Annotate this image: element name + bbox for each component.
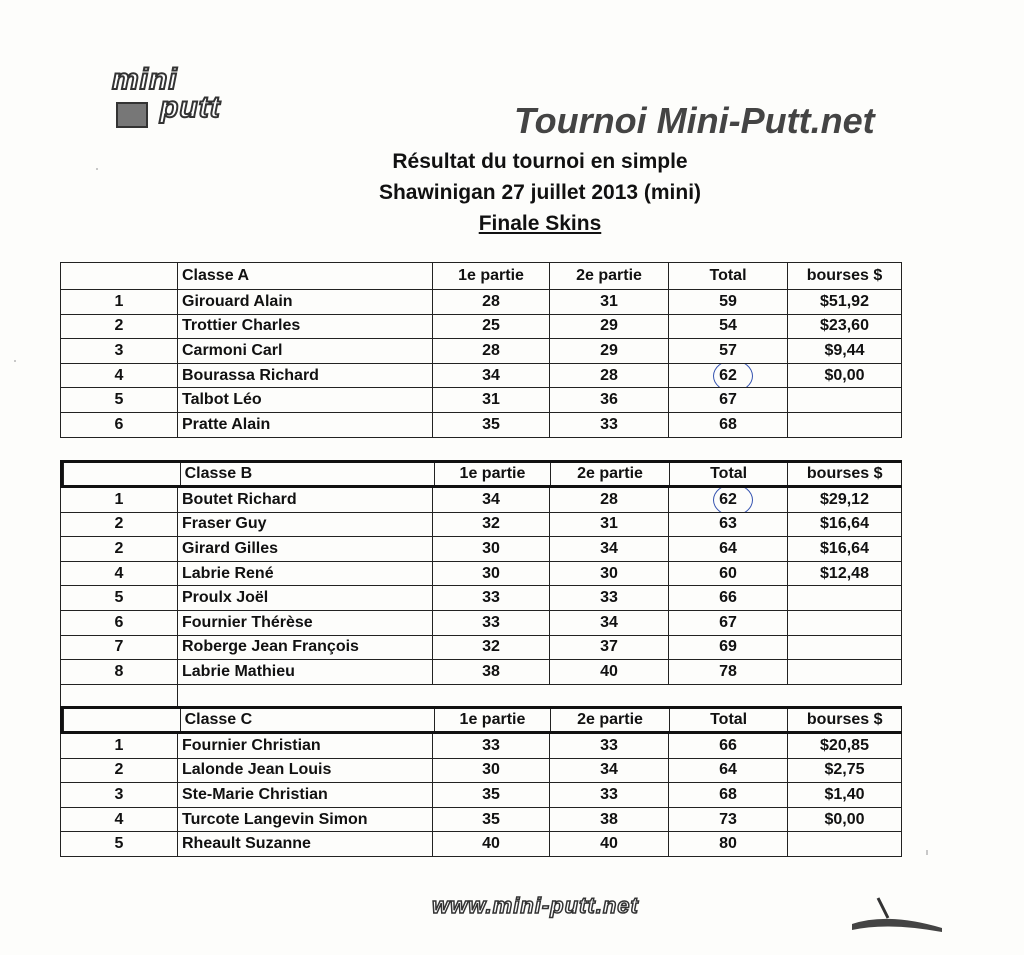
p1-cell: 30 <box>432 537 549 561</box>
p1-cell: 35 <box>432 783 549 807</box>
total-header: Total <box>669 463 788 485</box>
p1-cell: 25 <box>432 315 549 339</box>
p2-cell: 37 <box>549 636 668 660</box>
bourse-cell: $2,75 <box>787 759 902 783</box>
total-cell: 60 <box>668 562 787 586</box>
rank-cell: 5 <box>60 832 177 856</box>
rank-cell: 6 <box>60 611 177 635</box>
total-cell: 67 <box>668 611 787 635</box>
bourse-cell <box>787 586 902 610</box>
rank-cell: 1 <box>60 734 177 758</box>
total-cell: 69 <box>668 636 787 660</box>
table-row <box>60 832 902 857</box>
total-cell: 57 <box>668 339 787 363</box>
p1-cell: 34 <box>432 488 549 512</box>
p2-cell: 28 <box>549 488 668 512</box>
rank-cell: 2 <box>60 537 177 561</box>
table-row <box>60 315 902 340</box>
bourse-cell: $20,85 <box>787 734 902 758</box>
table-row <box>60 364 902 389</box>
player-name-cell: Pratte Alain <box>177 413 432 437</box>
total-cell: 80 <box>668 832 787 856</box>
bourses-header: bourses $ <box>787 263 902 289</box>
player-name-cell: Girouard Alain <box>177 290 432 314</box>
bourse-cell <box>787 388 902 412</box>
p1-cell: 35 <box>432 808 549 832</box>
p2-header: 2e partie <box>550 709 669 731</box>
p2-cell: 30 <box>549 562 668 586</box>
player-name-cell: Bourassa Richard <box>177 364 432 388</box>
total-cell: 64 <box>668 537 787 561</box>
table-row <box>60 388 902 413</box>
bourse-cell <box>787 832 902 856</box>
p1-header: 1e partie <box>432 263 549 289</box>
p2-cell: 34 <box>549 611 668 635</box>
table-header-row <box>60 460 902 488</box>
total-cell: 73 <box>668 808 787 832</box>
p2-cell: 28 <box>549 364 668 388</box>
p2-cell: 40 <box>549 832 668 856</box>
p1-header: 1e partie <box>434 709 551 731</box>
p1-cell: 30 <box>432 562 549 586</box>
rank-cell: 4 <box>60 562 177 586</box>
table-row <box>60 562 902 587</box>
total-header: Total <box>669 709 788 731</box>
spacer-cell <box>177 685 902 707</box>
total-cell: 59 <box>668 290 787 314</box>
mini-putt-logo <box>112 63 284 128</box>
p1-cell: 28 <box>432 339 549 363</box>
bourse-cell <box>787 413 902 437</box>
logo-line-2: putt <box>160 91 221 124</box>
player-name-cell: Roberge Jean François <box>177 636 432 660</box>
bourse-cell: $12,48 <box>787 562 902 586</box>
spacer-cell <box>60 685 177 707</box>
rank-cell: 2 <box>60 513 177 537</box>
bourse-cell <box>787 660 902 684</box>
player-name-cell: Labrie René <box>177 562 432 586</box>
table-row <box>60 636 902 661</box>
scan-speck <box>96 168 98 170</box>
rank-header <box>63 709 180 731</box>
p2-header: 2e partie <box>549 263 668 289</box>
p2-cell: 34 <box>549 537 668 561</box>
table-row <box>60 808 902 833</box>
bourse-cell: $16,64 <box>787 513 902 537</box>
p1-cell: 31 <box>432 388 549 412</box>
bourse-cell: $9,44 <box>787 339 902 363</box>
results-table-classe-c <box>60 706 902 857</box>
table-header-row <box>60 262 902 290</box>
table-row <box>60 537 902 562</box>
player-name-cell: Turcote Langevin Simon <box>177 808 432 832</box>
player-name-cell: Proulx Joël <box>177 586 432 610</box>
player-name-cell: Girard Gilles <box>177 537 432 561</box>
p1-cell: 32 <box>432 513 549 537</box>
total-cell: 66 <box>668 586 787 610</box>
p2-cell: 33 <box>549 734 668 758</box>
document-title: Résultat du tournoi en simple <box>392 150 688 173</box>
player-name-cell: Ste-Marie Christian <box>177 783 432 807</box>
player-name-cell: Trottier Charles <box>177 315 432 339</box>
table-row <box>60 660 902 685</box>
results-table-classe-b <box>60 460 902 707</box>
scan-speck <box>14 360 16 362</box>
player-name-cell: Rheault Suzanne <box>177 832 432 856</box>
total-cell: 54 <box>668 315 787 339</box>
p2-cell: 33 <box>549 783 668 807</box>
rank-cell: 5 <box>60 586 177 610</box>
p1-cell: 33 <box>432 734 549 758</box>
class-name: Classe C <box>180 709 434 731</box>
p1-cell: 38 <box>432 660 549 684</box>
rank-cell: 2 <box>60 315 177 339</box>
player-name-cell: Carmoni Carl <box>177 339 432 363</box>
bourse-cell: $23,60 <box>787 315 902 339</box>
bourse-cell <box>787 636 902 660</box>
bourse-cell: $1,40 <box>787 783 902 807</box>
p1-cell: 30 <box>432 759 549 783</box>
bourse-cell: $16,64 <box>787 537 902 561</box>
rank-cell: 4 <box>60 364 177 388</box>
player-name-cell: Boutet Richard <box>177 488 432 512</box>
total-cell: 66 <box>668 734 787 758</box>
total-cell: 68 <box>668 783 787 807</box>
p2-header: 2e partie <box>550 463 669 485</box>
p2-cell: 33 <box>549 586 668 610</box>
p2-cell: 29 <box>549 339 668 363</box>
p1-cell: 33 <box>432 611 549 635</box>
rank-cell: 3 <box>60 783 177 807</box>
rank-cell: 6 <box>60 413 177 437</box>
results-table-classe-a <box>60 262 902 438</box>
table-row <box>60 339 902 364</box>
p1-header: 1e partie <box>434 463 551 485</box>
table-row <box>60 488 902 513</box>
player-name-cell: Fraser Guy <box>177 513 432 537</box>
p1-cell: 40 <box>432 832 549 856</box>
p2-cell: 34 <box>549 759 668 783</box>
class-name: Classe B <box>180 463 434 485</box>
table-row <box>60 611 902 636</box>
rank-cell: 4 <box>60 808 177 832</box>
player-name-cell: Talbot Léo <box>177 388 432 412</box>
table-row <box>60 513 902 538</box>
player-name-cell: Fournier Christian <box>177 734 432 758</box>
rank-cell: 3 <box>60 339 177 363</box>
bourse-cell: $29,12 <box>787 488 902 512</box>
p2-cell: 33 <box>549 413 668 437</box>
total-cell: 63 <box>668 513 787 537</box>
player-name-cell: Fournier Thérèse <box>177 611 432 635</box>
p1-cell: 33 <box>432 586 549 610</box>
total-cell-circled: 62 <box>668 364 787 388</box>
logo-box-shape <box>116 102 148 128</box>
bourse-cell: $0,00 <box>787 808 902 832</box>
p1-cell: 32 <box>432 636 549 660</box>
p2-cell: 31 <box>549 290 668 314</box>
rank-cell: 8 <box>60 660 177 684</box>
total-cell: 67 <box>668 388 787 412</box>
rank-header <box>60 263 177 289</box>
table-row <box>60 759 902 784</box>
p1-cell: 28 <box>432 290 549 314</box>
p2-cell: 29 <box>549 315 668 339</box>
brand-title: Tournoi Mini-Putt.net <box>514 100 875 141</box>
bourses-header: bourses $ <box>787 463 902 485</box>
document-section-title: Finale Skins <box>478 212 602 235</box>
table-row <box>60 783 902 808</box>
total-cell-circled: 62 <box>668 488 787 512</box>
p2-cell: 36 <box>549 388 668 412</box>
p1-cell: 34 <box>432 364 549 388</box>
document-subtitle: Shawinigan 27 juillet 2013 (mini) <box>378 181 702 204</box>
rank-cell: 1 <box>60 290 177 314</box>
total-header: Total <box>668 263 787 289</box>
p2-cell: 40 <box>549 660 668 684</box>
total-cell: 64 <box>668 759 787 783</box>
scan-speck <box>926 850 928 855</box>
p2-cell: 38 <box>549 808 668 832</box>
player-name-cell: Labrie Mathieu <box>177 660 432 684</box>
rank-cell: 5 <box>60 388 177 412</box>
total-cell: 78 <box>668 660 787 684</box>
class-name: Classe A <box>177 263 432 289</box>
total-cell: 68 <box>668 413 787 437</box>
bourses-header: bourses $ <box>787 709 902 731</box>
rank-cell: 7 <box>60 636 177 660</box>
p1-cell: 35 <box>432 413 549 437</box>
table-row <box>60 734 902 759</box>
table-row <box>60 413 902 438</box>
p2-cell: 31 <box>549 513 668 537</box>
bourse-cell: $0,00 <box>787 364 902 388</box>
rank-header <box>63 463 180 485</box>
rank-cell: 1 <box>60 488 177 512</box>
bourse-cell <box>787 611 902 635</box>
footer-url: www.mini-putt.net <box>432 893 639 918</box>
logo-line-1: mini <box>112 63 178 96</box>
table-row <box>60 290 902 315</box>
bourse-cell: $51,92 <box>787 290 902 314</box>
putter-icon <box>848 896 948 936</box>
table-row <box>60 586 902 611</box>
table-spacer-row <box>60 685 902 707</box>
rank-cell: 2 <box>60 759 177 783</box>
table-header-row <box>60 706 902 734</box>
player-name-cell: Lalonde Jean Louis <box>177 759 432 783</box>
